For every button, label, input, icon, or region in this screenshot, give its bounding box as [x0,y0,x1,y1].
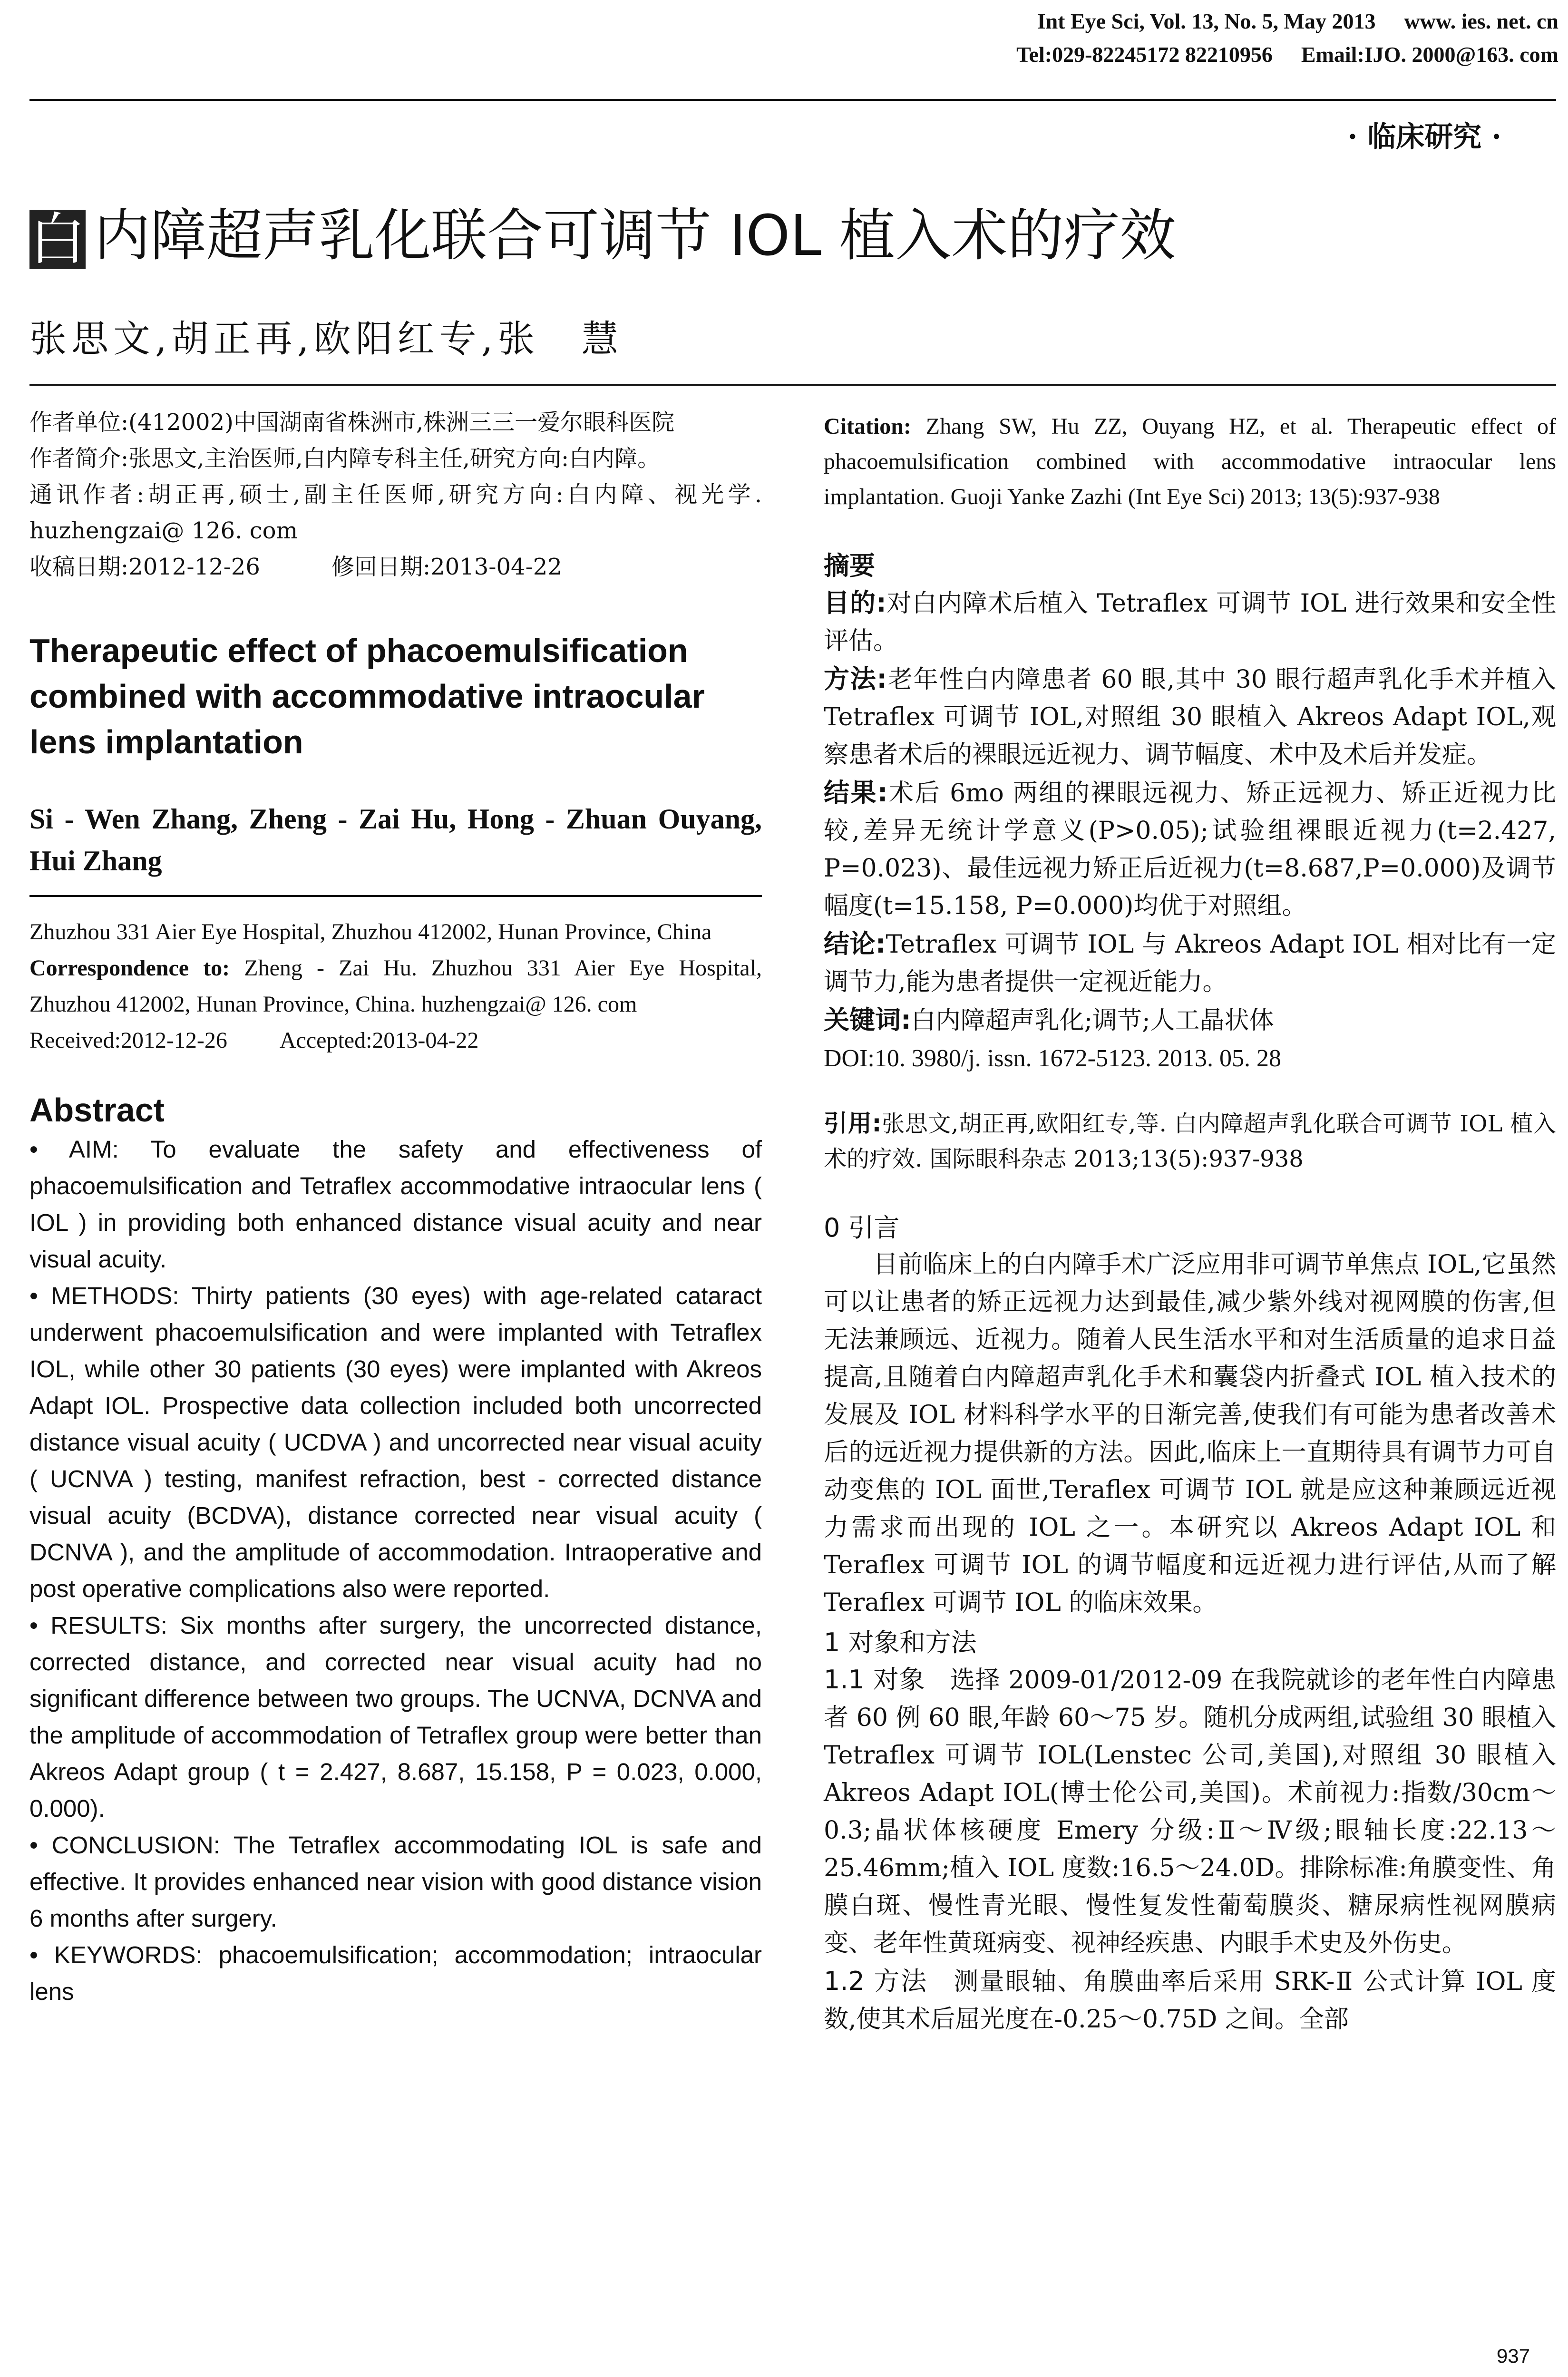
affil-line: 作者简介:张思文,主治医师,白内障专科主任,研究方向:白内障。 [29,445,661,472]
abstract-aim: • AIM: To evaluate the safety and effectiveness of phacoemulsification and Tetraflex accommodative intraocular lens ( IOL ) in providing both enhanced distance visual acuity and near visual acuity. [29,1136,762,1273]
journal-tel: Tel:029-82245172 82210956 [1016,42,1273,67]
author-rule [29,895,762,897]
abstract-methods: • METHODS: Thirty patients (30 eyes) with age-related cataract underwent phacoemulsification and were implanted with Tetraflex IOL, while other 30 patients (30 eyes) were implanted with Akreos Adapt IOL. Prospective data collection included both uncorrected distance visual acuity ( UCDVA ) and uncorrected near visual acuity ( UCNVA ) testing, manifest refraction, best - corrected distance visual acuity (BCDVA), distance corrected near visual acuity ( DCNVA ), and the amplitude of accommodation. Intraoperative and post operative complications also were reported. [29,1282,762,1602]
abstract-results: • RESULTS: Six months after surgery, the uncorrected distance, corrected distance, and corrected near visual acuity had no significant difference between two groups. The UCNVA, DCNVA and the amplitude of accommodation of Tetraflex group were better than Akreos Adapt group ( t = 2.427, 8.687, 15.158, P = 0.023, 0.000, 0.000). [29,1612,762,1822]
en-dates [29,1023,762,1059]
abstract-keywords: • KEYWORDS: phacoemulsification; accommodation; intraocular lens [29,1941,762,2005]
journal-email: Email:IJO. 2000@163. com [1301,42,1558,67]
running-header [988,5,1558,71]
keywords-label: 关键词: [824,1005,911,1035]
results-label: 结果: [824,778,888,808]
objective-label: 目的: [824,588,886,618]
methods-text: 老年性白内障患者 60 眼,其中 30 眼行超声乳化手术并植入 Tetraflex 可调节 IOL,对照组 30 眼植入 Akreos Adapt IOL,观察患者术后的裸眼远近视力、调节幅度、术中及术后并发症。 [824,665,1556,769]
en-affil: Zhuzhou 331 Aier Eye Hospital, Zhuzhou 412002, Hunan Province, China [29,919,712,945]
sec12-label: 1.2 方法 [824,1966,928,1996]
right-column [824,409,1556,2038]
en-affiliation-block [29,914,762,1059]
header-rule [29,99,1556,101]
title-first-char: 白 [29,206,86,273]
journal-info: Int Eye Sci, Vol. 13, No. 5, May 2013 [1037,9,1376,33]
page-number: 937 [1496,2345,1530,2367]
correspondence [29,950,762,1023]
abstract-en [29,1131,762,2010]
received-cn: 收稿日期:2012-12-26 [29,554,260,580]
cite-cn [824,1106,1556,1177]
left-column [29,404,762,2010]
conclusion-text: Tetraflex 可调节 IOL 与 Akreos Adapt IOL 相对比有一定调节力,能为患者提供一定视近能力。 [824,930,1556,996]
sec12-text: 测量眼轴、角膜曲率后采用 SRK-Ⅱ 公式计算 IOL 度数,使其术后屈光度在-0.25～0.75D 之间。全部 [824,1968,1556,2034]
citation-text: Zhang SW, Hu ZZ, Ouyang HZ, et al. Therapeutic effect of phacoemulsification combined with accommodative intraocular lens implantation. Guoji Yanke Zazhi (Int Eye Sci) 2013; 13(5):937-938 [824,414,1556,509]
corr-label: Correspondence to: [29,955,230,981]
affil-line: 作者单位:(412002)中国湖南省株洲市,株洲三三一爱尔眼科医院 [29,409,675,436]
doi: DOI:10. 3980/j. issn. 1672-5123. 2013. 05. 28 [824,1045,1281,1072]
keywords-text: 白内障超声乳化;调节;人工晶状体 [911,1006,1274,1035]
results-cn [824,774,1556,925]
journal-url: www. ies. net. cn [1404,9,1558,33]
cite-text: 张思文,胡正再,欧阳红专,等. 白内障超声乳化联合可调节 IOL 植入术的疗效. 国际眼科杂志 2013;13(5):937-938 [824,1111,1556,1172]
authors-cn: 张思文,胡正再,欧阳红专,张 慧 [29,318,623,360]
sec11-label: 1.1 对象 [824,1665,925,1695]
objective-text: 对白内障术后植入 Tetraflex 可调节 IOL 进行效果和安全性评估。 [824,589,1556,655]
intro-text: 目前临床上的白内障手术广泛应用非可调节单焦点 IOL,它虽然可以让患者的矫正远视力达到最佳,减少紫外线对视网膜的伤害,但无法兼顾远、近视力。随着人民生活水平和对生活质量的追求日益提高,且随着白内障超声乳化手术和囊袋内折叠式 IOL 植入技术的发展及 IOL 材料科学水平的日渐完善,使我们有可能为患者改善术后的远近视力提供新的方法。因此,临床上一直期待具有调节力可自动变焦的 IOL 面世,Teraflex 可调节 IOL 就是应这种兼顾远近视力需求而出现的 IOL 之一。本研究以 Akreos Adapt IOL 和 Teraflex 可调节 IOL 的调节幅度和远近视力进行评估,从而了解 Teraflex 可调节 IOL 的临床效果。 [824,1250,1556,1617]
title-text: 内障超声乳化联合可调节 IOL 植入术的疗效 [94,203,1176,268]
received-en: Received:2012-12-26 [29,1028,227,1053]
sec11 [824,1661,1556,1962]
revised-cn: 修回日期:2013-04-22 [331,554,562,580]
sec12 [824,1962,1556,2038]
results-text: 术后 6mo 两组的裸眼远视力、矫正远视力、矫正近视力比较,差异无统计学意义(P>0.05);试验组裸眼近视力(t=2.427, P=0.023)、最佳远视力矫正后近视力(t=8.687,P=0.000)及调节幅度(t=15.158, P=0.000)均优于对照组。 [824,779,1556,920]
cite-label: 引用: [824,1110,882,1137]
affiliations [29,404,762,585]
conclusion-label: 结论: [824,929,886,959]
conclusion-cn [824,925,1556,1001]
sec11-text: 选择 2009-01/2012-09 在我院就诊的老年性白内障患者 60 例 60 眼,年龄 60～75 岁。随机分成两组,试验组 30 眼植入 Tetraflex 可调节 IOL(Lenstec 公司,美国),对照组 30 眼植入 Akreos Adapt IOL(博士伦公司,美国)。术前视力:指数/30cm～0.3;晶状体核硬度 Emery 分级:Ⅱ～Ⅳ级;眼轴长度:22.13～25.46mm;植入 IOL 度数:16.5～24.0D。排除标准:角膜变性、角膜白斑、慢性青光眼、慢性复发性葡萄膜炎、糖尿病性视网膜病变、老年性黄斑病变、视神经疾患、内眼手术史及外伤史。 [824,1666,1557,1958]
citation [824,409,1556,515]
corr-text: Zheng - Zai Hu. Zhuzhou 331 Aier Eye Hospital, Zhuzhou 412002, Hunan Province, China. huzhengzai@ 126. com [29,955,762,1017]
en-authors: Si - Wen Zhang, Zheng - Zai Hu, Hong - Zhuan Ouyang, Hui Zhang [29,803,762,877]
intro-heading: 0 引言 [824,1213,900,1243]
abstract-cn [824,584,1556,1077]
abstract-conclusion: • CONCLUSION: The Tetraflex accommodating IOL is safe and effective. It provides enhanced near vision with good distance vision 6 months after surgery. [29,1831,762,1932]
sec1-heading: 1 对象和方法 [824,1627,977,1657]
abstract-cn-heading: 摘要 [824,551,875,581]
keywords-cn [824,1001,1556,1040]
affil-line: 通讯作者:胡正再,硕士,副主任医师,研究方向:白内障、视光学. huzhengzai@ 126. com [29,481,762,544]
objective-cn [824,584,1556,660]
methods-cn [824,660,1556,774]
en-title: Therapeutic effect of phacoemulsification combined with accommodative intraocular lens implantation [29,632,705,760]
article-title [29,190,1176,271]
title-rule [29,384,1556,386]
methods-label: 方法: [824,664,887,694]
dates-cn [29,549,762,585]
accepted-en: Accepted:2013-04-22 [279,1028,479,1053]
abstract-heading: Abstract [29,1091,165,1129]
section-label: · 临床研究 · [1347,120,1501,154]
citation-label: Citation: [824,414,911,439]
